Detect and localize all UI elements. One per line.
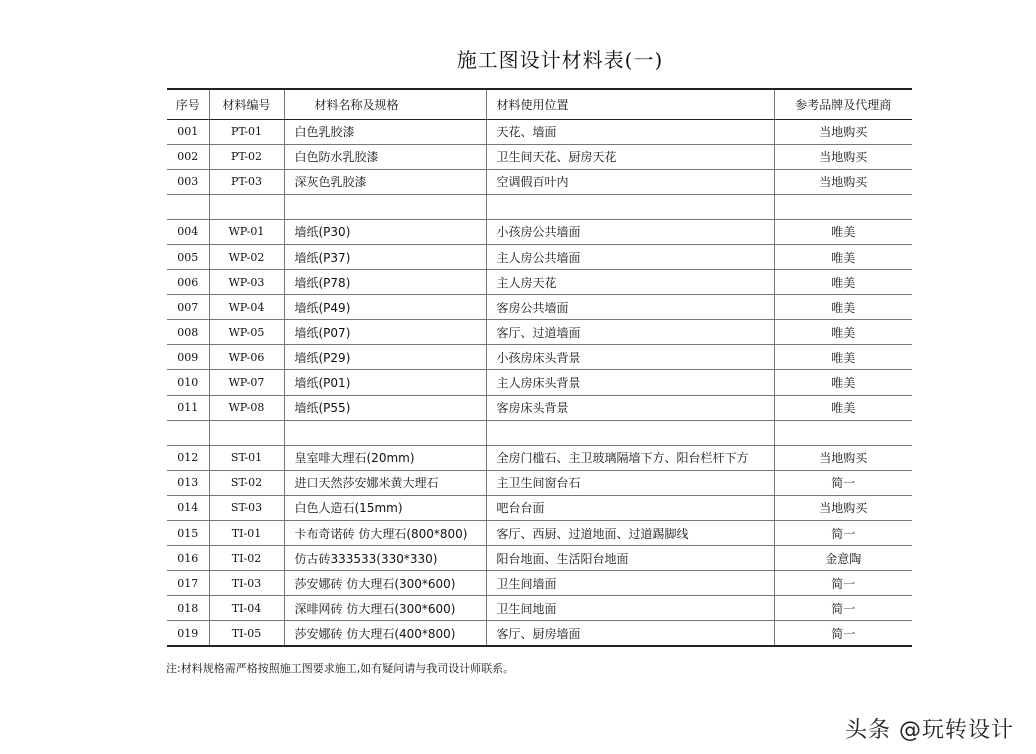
table-row [167,596,912,621]
cell-location: 卫生间天花、厨房天花 [486,144,774,169]
cell-name: 墙纸(P30) [284,219,486,244]
cell-brand: 唯美 [774,370,912,395]
cell-location: 主人房公共墙面 [486,244,774,269]
cell-location: 吧台台面 [486,495,774,520]
cell-code: PT-01 [209,119,284,144]
cell-brand: 当地购买 [774,495,912,520]
table-row [167,571,912,596]
cell-location: 客厅、西厨、过道地面、过道踢脚线 [486,521,774,546]
cell-location: 主卫生间窗台石 [486,470,774,495]
cell-no: 013 [167,470,209,495]
cell-location: 卫生间墙面 [486,571,774,596]
cell-code: PT-03 [209,169,284,194]
cell-code: TI-01 [209,521,284,546]
table-row [167,546,912,571]
cell-brand [774,420,912,445]
cell-brand: 当地购买 [774,119,912,144]
cell-name: 墙纸(P07) [284,320,486,345]
cell-no: 014 [167,495,209,520]
cell-no [167,420,209,445]
cell-location: 客房床头背景 [486,395,774,420]
cell-name: 墙纸(P78) [284,270,486,295]
cell-no: 005 [167,244,209,269]
cell-code: PT-02 [209,144,284,169]
table-body [167,119,912,646]
cell-code: ST-02 [209,470,284,495]
cell-location: 主人房床头背景 [486,370,774,395]
cell-name: 莎安娜砖 仿大理石(400*800) [284,621,486,646]
cell-name: 墙纸(P55) [284,395,486,420]
cell-brand: 简一 [774,596,912,621]
table-row [167,420,912,445]
cell-code: TI-04 [209,596,284,621]
cell-brand: 当地购买 [774,445,912,470]
cell-name: 进口天然莎安娜米黄大理石 [284,470,486,495]
cell-brand [774,194,912,219]
cell-brand: 简一 [774,470,912,495]
cell-no: 009 [167,345,209,370]
table-row [167,470,912,495]
cell-name: 墙纸(P01) [284,370,486,395]
header-brand: 参考品牌及代理商 [774,89,912,119]
cell-no: 004 [167,219,209,244]
table-row [167,370,912,395]
cell-name [284,420,486,445]
cell-name: 仿古砖333533(330*330) [284,546,486,571]
cell-no [167,194,209,219]
cell-no: 001 [167,119,209,144]
cell-location: 小孩房床头背景 [486,345,774,370]
header-code: 材料编号 [209,89,284,119]
cell-code [209,420,284,445]
table-row [167,295,912,320]
header-no: 序号 [167,89,209,119]
cell-name: 墙纸(P37) [284,244,486,269]
header-location: 材料使用位置 [486,89,774,119]
cell-code: WP-06 [209,345,284,370]
table-row [167,495,912,520]
cell-brand: 简一 [774,571,912,596]
cell-location: 空调假百叶内 [486,169,774,194]
table-header-row [167,89,912,119]
cell-brand: 唯美 [774,244,912,269]
cell-name: 深啡网砖 仿大理石(300*600) [284,596,486,621]
cell-name: 深灰色乳胶漆 [284,169,486,194]
cell-location: 全房门槛石、主卫玻璃隔墙下方、阳台栏杆下方 [486,445,774,470]
cell-name [284,194,486,219]
cell-name: 墙纸(P49) [284,295,486,320]
cell-name: 卡布奇诺砖 仿大理石(800*800) [284,521,486,546]
cell-code: ST-03 [209,495,284,520]
cell-name: 白色乳胶漆 [284,119,486,144]
cell-location: 小孩房公共墙面 [486,219,774,244]
table-row [167,521,912,546]
cell-code: WP-03 [209,270,284,295]
cell-brand: 唯美 [774,270,912,295]
footnote: 注:材料规格需严格按照施工图要求施工,如有疑问请与我司设计师联系。 [166,662,515,675]
cell-location: 卫生间地面 [486,596,774,621]
header-name: 材料名称及规格 [284,89,486,119]
page-title: 施工图设计材料表(一) [456,48,664,72]
cell-code: WP-07 [209,370,284,395]
cell-code: ST-01 [209,445,284,470]
cell-location: 客厅、厨房墙面 [486,621,774,646]
cell-name: 白色人造石(15mm) [284,495,486,520]
cell-location: 客厅、过道墙面 [486,320,774,345]
cell-code: WP-02 [209,244,284,269]
cell-no: 015 [167,521,209,546]
cell-code: WP-08 [209,395,284,420]
cell-location: 客房公共墙面 [486,295,774,320]
cell-no: 006 [167,270,209,295]
cell-brand: 当地购买 [774,144,912,169]
table-row [167,270,912,295]
cell-location: 主人房天花 [486,270,774,295]
cell-no: 016 [167,546,209,571]
table-row [167,395,912,420]
table-row [167,169,912,194]
cell-code: WP-04 [209,295,284,320]
cell-code [209,194,284,219]
cell-brand: 金意陶 [774,546,912,571]
cell-no: 010 [167,370,209,395]
cell-brand: 简一 [774,621,912,646]
table-row [167,119,912,144]
cell-code: TI-03 [209,571,284,596]
cell-no: 008 [167,320,209,345]
cell-no: 018 [167,596,209,621]
table-row [167,144,912,169]
cell-brand: 简一 [774,521,912,546]
table-row [167,445,912,470]
cell-brand: 唯美 [774,295,912,320]
cell-no: 002 [167,144,209,169]
cell-no: 019 [167,621,209,646]
table-row [167,194,912,219]
watermark-text: 头条 @玩转设计 [845,718,1014,743]
table-row [167,621,912,646]
cell-brand: 当地购买 [774,169,912,194]
cell-location: 阳台地面、生活阳台地面 [486,546,774,571]
cell-no: 003 [167,169,209,194]
cell-no: 017 [167,571,209,596]
cell-code: WP-05 [209,320,284,345]
cell-no: 012 [167,445,209,470]
cell-name: 墙纸(P29) [284,345,486,370]
cell-brand: 唯美 [774,320,912,345]
cell-location: 天花、墙面 [486,119,774,144]
cell-name: 白色防水乳胶漆 [284,144,486,169]
cell-brand: 唯美 [774,395,912,420]
cell-no: 007 [167,295,209,320]
materials-table [167,88,912,647]
cell-location [486,420,774,445]
table-row [167,320,912,345]
cell-no: 011 [167,395,209,420]
cell-brand: 唯美 [774,219,912,244]
table-row [167,219,912,244]
cell-code: WP-01 [209,219,284,244]
cell-name: 莎安娜砖 仿大理石(300*600) [284,571,486,596]
cell-code: TI-02 [209,546,284,571]
cell-code: TI-05 [209,621,284,646]
table-row [167,345,912,370]
cell-brand: 唯美 [774,345,912,370]
cell-location [486,194,774,219]
cell-name: 皇室啡大理石(20mm) [284,445,486,470]
table-row [167,244,912,269]
